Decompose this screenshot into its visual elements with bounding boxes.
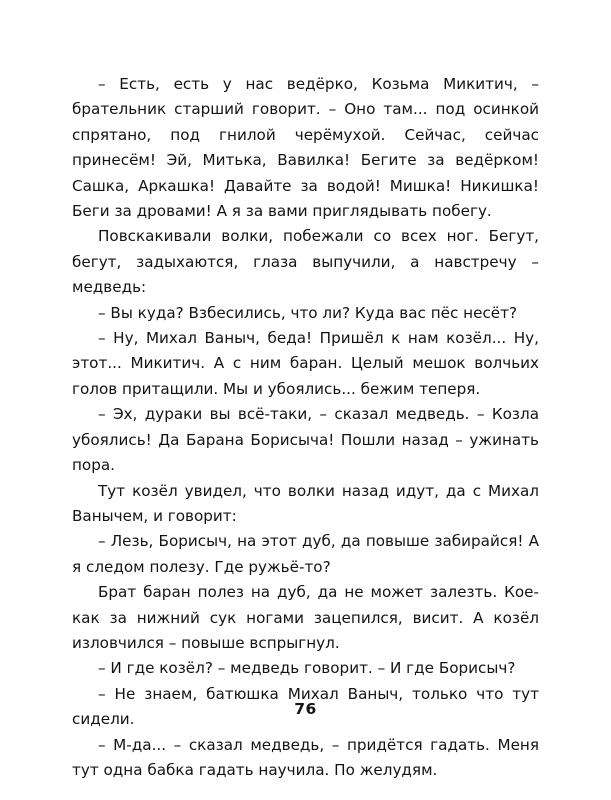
paragraph: – И где козёл? – медведь говорит. – И где Борисыч? xyxy=(98,659,516,678)
body-text-column xyxy=(72,72,539,783)
paragraph: Повскакивали волки, побежали со всех ног. Бегут, бегут, задыхаются, глаза выпучили, а навстречу – медведь: xyxy=(72,227,539,297)
paragraph: – Эх, дураки вы всё-таки, – сказал медведь. – Козла убоялись! Да Барана Борисыча! Пошли назад – ужинать пора. xyxy=(72,405,539,475)
page-number: 76 xyxy=(294,700,317,718)
paragraph: Тут козёл увидел, что волки назад идут, да с Михал Ванычем, и говорит: xyxy=(72,481,539,525)
paragraph: – Лезь, Борисыч, на этот дуб, да повыше забирайся! А я следом полезу. Где ружьё-то? xyxy=(72,532,539,576)
paragraph: – М-да... – сказал медведь, – придётся гадать. Меня тут одна бабка гадать научила. По желудям. xyxy=(72,735,539,779)
paragraph: Брат баран полез на дуб, да не может залезть. Кое-как за нижний сук ногами зацепился, висит. А козёл изловчился – повыше вспрыгнул. xyxy=(72,583,539,652)
paragraph: – Не знаем, батюшка Михал Ваныч, только что тут сидели. xyxy=(72,684,539,729)
paragraph: – Ну, Михал Ваныч, беда! Пришёл к нам козёл... Ну, этот... Микитич. А с ним баран. Целый мешок волчьих голов притащили. Мы и убоялись... бежим теперя. xyxy=(72,329,539,398)
paragraph: – Вы куда? Взбесились, что ли? Куда вас пёс несёт? xyxy=(98,303,518,322)
paragraph: – Есть, есть у нас ведёрко, Козьма Микитич, – брательник старший говорит. – Оно там... под осинкой спрятано, под гнилой черёмухой. Сейчас, сейчас принесём! Эй, Митька, Вавилка! Бегите за ведёрком! Сашка, Аркашка! Давайте за водой! Мишка! Никишка! Беги за дровами! А я за вами приглядывать побегу. xyxy=(72,75,539,221)
